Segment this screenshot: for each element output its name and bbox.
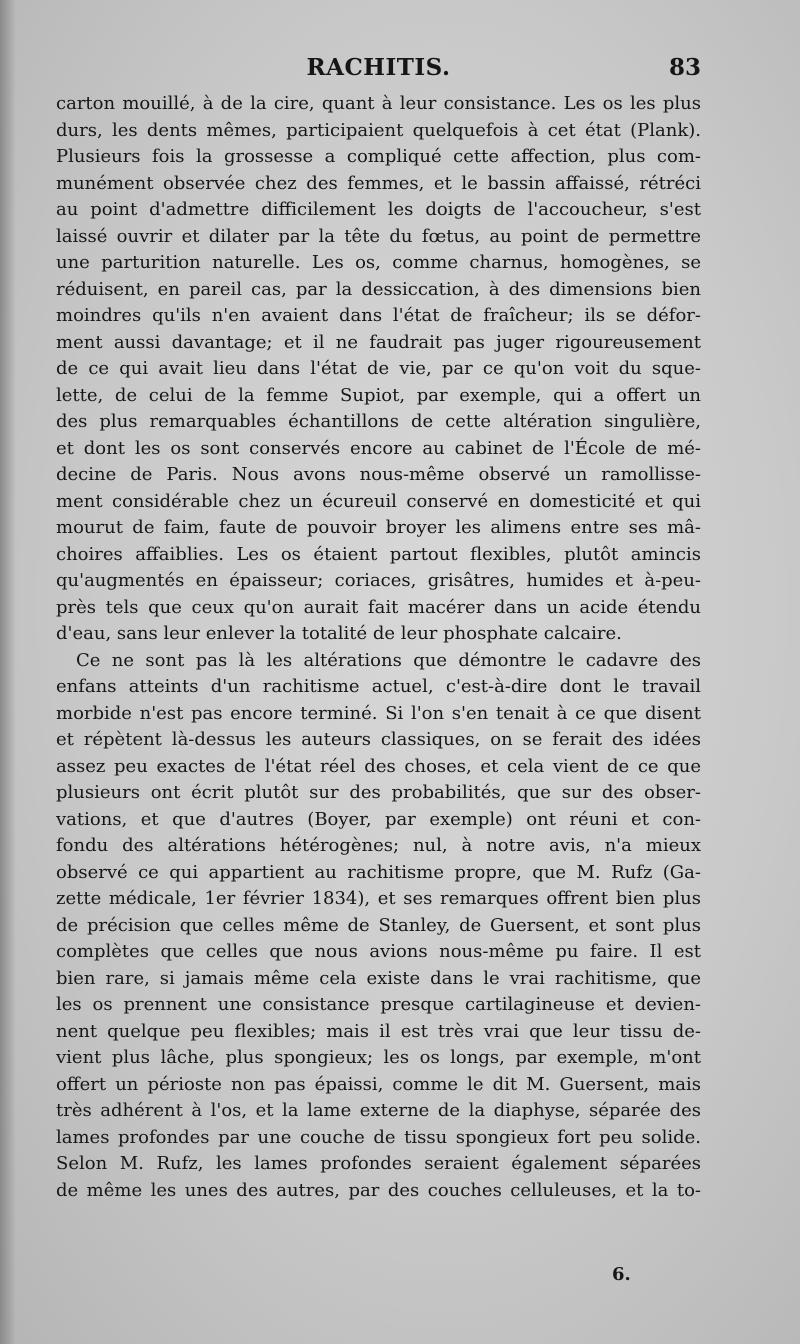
text-line: bien rare, si jamais même cela existe dans le vrai rachitisme, que — [56, 967, 701, 989]
running-title: RACHITIS. — [306, 54, 451, 81]
text-line: d'eau, sans leur enlever la totalité de leur phosphate calcaire. — [56, 623, 622, 644]
text-line: zette médicale, 1er février 1834), et ses remarques offrent bien plus — [56, 888, 701, 909]
text-line: morbide n'est pas encore terminé. Si l'on s'en tenait à ce que disent — [56, 702, 701, 724]
text-line: une parturition naturelle. Les os, comme charnus, homogènes, se — [56, 252, 701, 273]
text-line: decine de Paris. Nous avons nous-même observé un ramollisse- — [56, 464, 701, 485]
text-line: les os prennent une consistance presque cartilagineuse et devien- — [56, 994, 701, 1015]
text-line: des plus remarquables échantillons de cette altération singulière, — [56, 411, 701, 432]
text-line: mourut de faim, faute de pouvoir broyer les alimens entre ses mâ- — [56, 517, 701, 538]
text-line: ment considérable chez un écureuil conservé en domesticité et qui — [56, 490, 701, 512]
text-line: et dont les os sont conservés encore au cabinet de l'École de mé- — [56, 437, 701, 459]
text-line: de ce qui avait lieu dans l'état de vie, par ce qu'on voit du sque- — [56, 358, 701, 379]
body-text — [56, 91, 701, 1204]
text-line: assez peu exactes de l'état réel des choses, et cela vient de ce que — [56, 755, 701, 777]
text-line: moindres qu'ils n'en avaient dans l'état de fraîcheur; ils se défor- — [56, 305, 701, 326]
page-gutter-shadow — [0, 0, 16, 1344]
signature-mark: 6. — [612, 1264, 631, 1285]
text-line: carton mouillé, à de la cire, quant à leur consistance. Les os les plus — [56, 93, 701, 114]
text-line: durs, les dents mêmes, participaient quelquefois à cet état (Plank). — [56, 119, 701, 141]
text-line: munément observée chez des femmes, et le bassin affaissé, rétréci — [56, 172, 701, 194]
text-line: réduisent, en pareil cas, par la dessiccation, à des dimensions bien — [56, 278, 701, 300]
text-line: plusieurs ont écrit plutôt sur des probabilités, que sur des obser- — [56, 782, 701, 803]
text-line: de précision que celles même de Stanley, de Guersent, et sont plus — [56, 914, 701, 936]
text-line: très adhérent à l'os, et la lame externe de la diaphyse, séparée des — [56, 1100, 701, 1121]
text-line: ment aussi davantage; et il ne faudrait pas juger rigoureusement — [56, 331, 701, 353]
text-line: complètes que celles que nous avions nous-même pu faire. Il est — [56, 941, 701, 962]
text-line: qu'augmentés en épaisseur; coriaces, grisâtres, humides et à-peu- — [56, 570, 701, 591]
text-line: au point d'admettre difficilement les doigts de l'accoucheur, s'est — [56, 199, 701, 220]
text-line: vient plus lâche, plus spongieux; les os longs, par exemple, m'ont — [56, 1047, 701, 1068]
text-line: lette, de celui de la femme Supiot, par exemple, qui a offert un — [56, 384, 701, 406]
text-line: Plusieurs fois la grossesse a compliqué cette affection, plus com- — [56, 146, 701, 167]
text-line: vations, et que d'autres (Boyer, par exemple) ont réuni et con- — [56, 808, 701, 830]
page-header — [56, 52, 701, 88]
page-number: 83 — [668, 54, 701, 81]
text-line: choires affaiblies. Les os étaient partout flexibles, plutôt amincis — [56, 543, 701, 565]
text-line: enfans atteints d'un rachitisme actuel, c'est-à-dire dont le travail — [56, 676, 701, 697]
text-line: près tels que ceux qu'on aurait fait macérer dans un acide étendu — [56, 596, 701, 618]
text-line: fondu des altérations hétérogènes; nul, à notre avis, n'a mieux — [56, 835, 701, 856]
text-line: de même les unes des autres, par des couches celluleuses, et la to- — [56, 1179, 701, 1201]
text-line: et répètent là-dessus les auteurs classiques, on se ferait des idées — [56, 729, 701, 750]
text-line: lames profondes par une couche de tissu spongieux fort peu solide. — [56, 1126, 701, 1148]
text-line: nent quelque peu flexibles; mais il est très vrai que leur tissu de- — [56, 1020, 701, 1042]
text-line: offert un périoste non pas épaissi, comme le dit M. Guersent, mais — [56, 1073, 701, 1095]
text-line: observé ce qui appartient au rachitisme propre, que M. Rufz (Ga- — [56, 861, 701, 883]
text-line: Selon M. Rufz, les lames profondes seraient également séparées — [56, 1153, 701, 1174]
paragraph-start-line: Ce ne sont pas là les altérations que démontre le cadavre des — [76, 649, 701, 671]
text-line: laissé ouvrir et dilater par la tête du fœtus, au point de permettre — [56, 225, 701, 247]
